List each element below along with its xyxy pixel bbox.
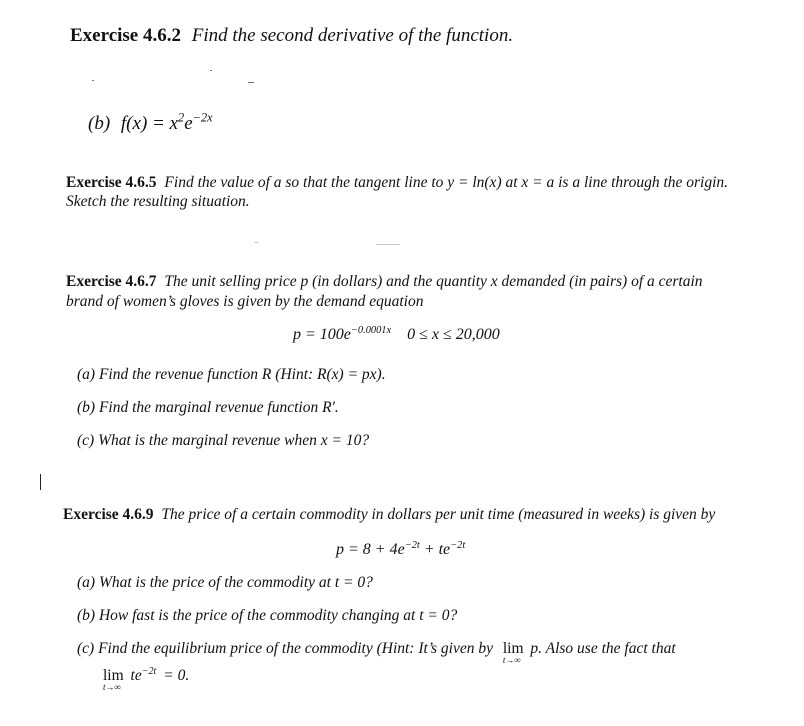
part-label: (b) <box>88 113 111 134</box>
part-c-text: (c) Find the equilibrium price of the commodity (Hint: It’s given by <box>77 640 493 657</box>
exercise-4-6-7-part-a: (a) Find the revenue function R (Hint: R(x) = px). <box>77 366 386 383</box>
exponent: −2x <box>192 110 213 125</box>
limit-word: lim <box>502 640 524 657</box>
exercise-label: Exercise 4.6.9 <box>63 506 154 523</box>
limit-operator <box>103 667 124 692</box>
equation-domain: 0 ≤ x ≤ 20,000 <box>407 326 500 343</box>
demand-equation <box>293 326 500 344</box>
scan-speck <box>255 242 258 243</box>
equation-base: p = 100e <box>293 326 351 343</box>
scan-speck <box>92 80 94 81</box>
exercise-4-6-9-line1 <box>63 506 715 524</box>
exercise-4-6-9-part-c-line1 <box>77 640 676 665</box>
exercise-text: Find the value of a so that the tangent line to y = ln(x) at x = a is a line through the origin. <box>164 174 729 191</box>
exponent: −2t <box>450 539 466 551</box>
equation-part: + te <box>419 541 451 558</box>
exercise-text: The unit selling price p (in dollars) and the quantity x demanded (in pairs) of a certain <box>164 273 703 290</box>
exponent: −2t <box>141 665 157 677</box>
equation-part: p = 8 + 4e <box>336 541 405 558</box>
limit-word: lim <box>103 667 124 684</box>
scan-speck <box>376 244 400 245</box>
exercise-4-6-5-line2: Sketch the resulting situation. <box>66 193 250 210</box>
exercise-4-6-5-line1 <box>66 174 728 192</box>
limit-result: = 0. <box>163 667 190 684</box>
function-base: e <box>184 113 193 134</box>
scan-speck <box>210 70 212 71</box>
exercise-label: Exercise 4.6.5 <box>66 174 157 191</box>
exercise-4-6-9-part-c-line2 <box>103 665 190 692</box>
exercise-label: Exercise 4.6.2 <box>70 25 181 46</box>
exercise-4-6-2-heading <box>70 25 513 47</box>
exponent: 2 <box>178 110 185 125</box>
part-c-after: p. Also use the fact that <box>530 640 676 657</box>
exponent: −0.0001x <box>350 324 392 336</box>
exercise-4-6-2-part-b <box>88 110 213 135</box>
scan-speck <box>248 82 254 83</box>
exercise-4-6-9-part-a: (a) What is the price of the commodity at t = 0? <box>77 574 373 591</box>
exercise-label: Exercise 4.6.7 <box>66 273 157 290</box>
exponent: −2t <box>404 539 420 551</box>
price-equation <box>336 541 465 559</box>
margin-mark <box>40 474 41 490</box>
limit-expression: te <box>130 667 142 684</box>
exercise-text: The price of a certain commodity in dollars per unit time (measured in weeks) is given by <box>161 506 716 523</box>
exercise-4-6-7-part-b: (b) Find the marginal revenue function R′. <box>77 399 339 416</box>
exercise-4-6-7-part-c: (c) What is the marginal revenue when x = 10? <box>77 432 370 449</box>
exercise-4-6-9-part-b: (b) How fast is the price of the commodity changing at t = 0? <box>77 607 458 624</box>
function-lhs: f(x) = x <box>120 113 179 134</box>
limit-subscript: t→∞ <box>103 682 121 692</box>
limit-subscript: t→∞ <box>502 655 521 665</box>
exercise-4-6-7-line1 <box>66 273 703 291</box>
exercise-4-6-7-line2: brand of women’s gloves is given by the demand equation <box>66 293 424 310</box>
limit-operator <box>502 640 524 665</box>
exercise-instruction: Find the second derivative of the function. <box>191 25 514 46</box>
